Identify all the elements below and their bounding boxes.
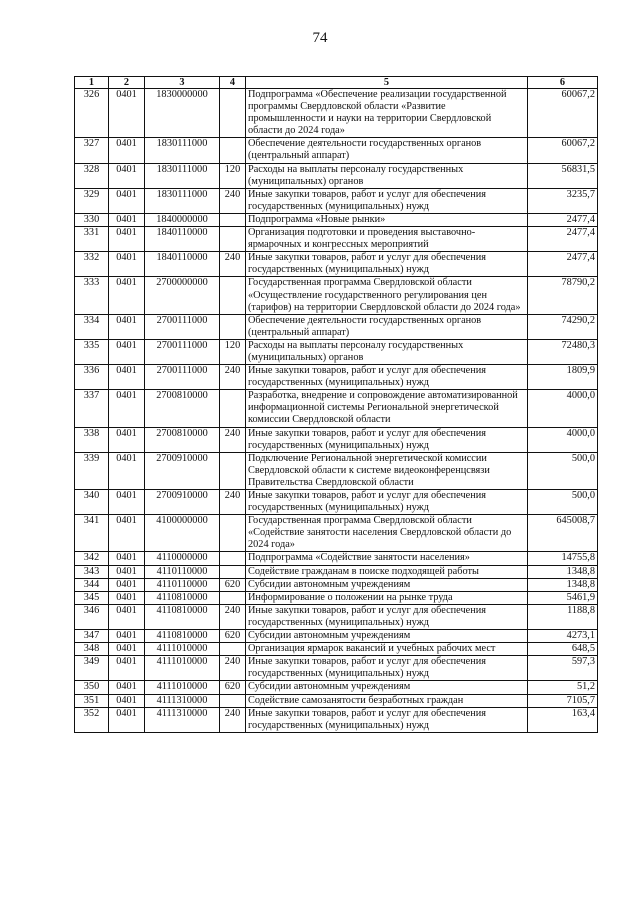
section-code: 0401: [109, 490, 145, 515]
target-code: 1830111000: [145, 163, 220, 188]
row-number: 327: [75, 138, 109, 163]
item-name: Иные закупки товаров, работ и услуг для обеспечения государственных (муниципальных) нужд: [246, 427, 528, 452]
expense-type: 120: [220, 163, 246, 188]
target-code: 2700111000: [145, 339, 220, 364]
section-code: 0401: [109, 339, 145, 364]
amount: 1348,8: [528, 578, 598, 591]
row-number: 347: [75, 630, 109, 643]
section-code: 0401: [109, 213, 145, 226]
item-name: Иные закупки товаров, работ и услуг для обеспечения государственных (муниципальных) нужд: [246, 656, 528, 681]
amount: 163,4: [528, 707, 598, 732]
target-code: 2700810000: [145, 427, 220, 452]
amount: 3235,7: [528, 188, 598, 213]
table-row: [75, 213, 598, 226]
row-number: 340: [75, 490, 109, 515]
amount: 51,2: [528, 681, 598, 694]
expense-type: [220, 213, 246, 226]
amount: 500,0: [528, 452, 598, 489]
row-number: 338: [75, 427, 109, 452]
row-number: 341: [75, 515, 109, 552]
expense-type: [220, 591, 246, 604]
amount: 78790,2: [528, 277, 598, 314]
expense-type: [220, 314, 246, 339]
table-row: [75, 427, 598, 452]
table-row: [75, 643, 598, 656]
table-row: [75, 339, 598, 364]
row-number: 352: [75, 707, 109, 732]
amount: 1348,8: [528, 565, 598, 578]
target-code: 4110810000: [145, 604, 220, 629]
target-code: 4111010000: [145, 656, 220, 681]
target-code: 1840000000: [145, 213, 220, 226]
section-code: 0401: [109, 452, 145, 489]
amount: 7105,7: [528, 694, 598, 707]
item-name: Иные закупки товаров, работ и услуг для обеспечения государственных (муниципальных) нужд: [246, 707, 528, 732]
section-code: 0401: [109, 565, 145, 578]
row-number: 351: [75, 694, 109, 707]
table-row: [75, 490, 598, 515]
amount: 1188,8: [528, 604, 598, 629]
table-row: [75, 578, 598, 591]
expense-type: 240: [220, 365, 246, 390]
target-code: 4110110000: [145, 578, 220, 591]
row-number: 329: [75, 188, 109, 213]
amount: 2477,4: [528, 227, 598, 252]
item-name: Субсидии автономным учреждениям: [246, 681, 528, 694]
item-name: Организация подготовки и проведения выставочно-ярмарочных и конгрессных мероприятий: [246, 227, 528, 252]
section-code: 0401: [109, 188, 145, 213]
table-row: [75, 277, 598, 314]
section-code: 0401: [109, 643, 145, 656]
target-code: 4110000000: [145, 552, 220, 565]
header-col-1: 1: [75, 77, 109, 89]
amount: 60067,2: [528, 138, 598, 163]
target-code: 4111310000: [145, 694, 220, 707]
amount: 4000,0: [528, 427, 598, 452]
section-code: 0401: [109, 707, 145, 732]
section-code: 0401: [109, 163, 145, 188]
section-code: 0401: [109, 552, 145, 565]
section-code: 0401: [109, 515, 145, 552]
expense-type: [220, 277, 246, 314]
item-name: Субсидии автономным учреждениям: [246, 630, 528, 643]
amount: 4000,0: [528, 390, 598, 427]
row-number: 328: [75, 163, 109, 188]
target-code: 4111010000: [145, 643, 220, 656]
amount: 56831,5: [528, 163, 598, 188]
row-number: 348: [75, 643, 109, 656]
table-row: [75, 452, 598, 489]
section-code: 0401: [109, 227, 145, 252]
table-row: [75, 188, 598, 213]
section-code: 0401: [109, 365, 145, 390]
item-name: Подпрограмма «Новые рынки»: [246, 213, 528, 226]
row-number: 333: [75, 277, 109, 314]
target-code: 2700000000: [145, 277, 220, 314]
row-number: 336: [75, 365, 109, 390]
header-col-5: 5: [246, 77, 528, 89]
item-name: Содействие гражданам в поиске подходящей работы: [246, 565, 528, 578]
target-code: 1830000000: [145, 89, 220, 138]
section-code: 0401: [109, 314, 145, 339]
expense-type: [220, 515, 246, 552]
target-code: 2700111000: [145, 314, 220, 339]
expense-type: [220, 89, 246, 138]
row-number: 337: [75, 390, 109, 427]
row-number: 334: [75, 314, 109, 339]
row-number: 349: [75, 656, 109, 681]
amount: 1809,9: [528, 365, 598, 390]
amount: 500,0: [528, 490, 598, 515]
table-row: [75, 227, 598, 252]
expense-type: 240: [220, 188, 246, 213]
expense-type: [220, 138, 246, 163]
expense-type: [220, 227, 246, 252]
table-row: [75, 515, 598, 552]
target-code: 2700910000: [145, 490, 220, 515]
amount: 5461,9: [528, 591, 598, 604]
row-number: 350: [75, 681, 109, 694]
section-code: 0401: [109, 427, 145, 452]
expense-type: [220, 643, 246, 656]
expense-type: 620: [220, 630, 246, 643]
item-name: Иные закупки товаров, работ и услуг для обеспечения государственных (муниципальных) нужд: [246, 604, 528, 629]
item-name: Иные закупки товаров, работ и услуг для обеспечения государственных (муниципальных) нужд: [246, 365, 528, 390]
amount: 597,3: [528, 656, 598, 681]
section-code: 0401: [109, 694, 145, 707]
expense-type: [220, 452, 246, 489]
target-code: 4111310000: [145, 707, 220, 732]
section-code: 0401: [109, 630, 145, 643]
item-name: Иные закупки товаров, работ и услуг для обеспечения государственных (муниципальных) нужд: [246, 490, 528, 515]
target-code: 4110110000: [145, 565, 220, 578]
amount: 74290,2: [528, 314, 598, 339]
table-row: [75, 390, 598, 427]
expense-type: 240: [220, 252, 246, 277]
table-row: [75, 681, 598, 694]
expense-type: [220, 694, 246, 707]
amount: 2477,4: [528, 213, 598, 226]
amount: 645008,7: [528, 515, 598, 552]
row-number: 330: [75, 213, 109, 226]
row-number: 345: [75, 591, 109, 604]
item-name: Разработка, внедрение и сопровождение автоматизированной информационной системы Региональной энергетической комиссии Свердловской области: [246, 390, 528, 427]
amount: 60067,2: [528, 89, 598, 138]
target-code: 4111010000: [145, 681, 220, 694]
section-code: 0401: [109, 591, 145, 604]
table-row: [75, 604, 598, 629]
section-code: 0401: [109, 604, 145, 629]
amount: 648,5: [528, 643, 598, 656]
table-row: [75, 552, 598, 565]
target-code: 4110810000: [145, 591, 220, 604]
expense-type: 240: [220, 707, 246, 732]
section-code: 0401: [109, 89, 145, 138]
table-row: [75, 365, 598, 390]
table-row: [75, 656, 598, 681]
row-number: 339: [75, 452, 109, 489]
header-col-3: 3: [145, 77, 220, 89]
target-code: 1830111000: [145, 138, 220, 163]
target-code: 1830111000: [145, 188, 220, 213]
row-number: 344: [75, 578, 109, 591]
table-row: [75, 630, 598, 643]
item-name: Субсидии автономным учреждениям: [246, 578, 528, 591]
expense-type: 240: [220, 490, 246, 515]
item-name: Подпрограмма «Содействие занятости населения»: [246, 552, 528, 565]
table-row: [75, 89, 598, 138]
item-name: Подключение Региональной энергетической комиссии Свердловской области к системе видеоконференцсвязи Правительства Свердловской области: [246, 452, 528, 489]
expense-type: 240: [220, 427, 246, 452]
table-row: [75, 163, 598, 188]
table-row: [75, 565, 598, 578]
row-number: 346: [75, 604, 109, 629]
table-row: [75, 591, 598, 604]
item-name: Обеспечение деятельности государственных органов (центральный аппарат): [246, 138, 528, 163]
item-name: Расходы на выплаты персоналу государственных (муниципальных) органов: [246, 339, 528, 364]
target-code: 1840110000: [145, 227, 220, 252]
target-code: 2700111000: [145, 365, 220, 390]
section-code: 0401: [109, 578, 145, 591]
expense-type: [220, 552, 246, 565]
item-name: Информирование о положении на рынке труда: [246, 591, 528, 604]
expense-type: 120: [220, 339, 246, 364]
row-number: 326: [75, 89, 109, 138]
section-code: 0401: [109, 681, 145, 694]
target-code: 4110810000: [145, 630, 220, 643]
expense-type: 240: [220, 604, 246, 629]
table-row: [75, 138, 598, 163]
section-code: 0401: [109, 656, 145, 681]
table-row: [75, 694, 598, 707]
item-name: Расходы на выплаты персоналу государственных (муниципальных) органов: [246, 163, 528, 188]
section-code: 0401: [109, 252, 145, 277]
amount: 72480,3: [528, 339, 598, 364]
expense-type: 620: [220, 681, 246, 694]
target-code: 1840110000: [145, 252, 220, 277]
item-name: Содействие самозанятости безработных граждан: [246, 694, 528, 707]
row-number: 343: [75, 565, 109, 578]
amount: 4273,1: [528, 630, 598, 643]
header-col-6: 6: [528, 77, 598, 89]
budget-table: [74, 76, 598, 733]
expense-type: [220, 565, 246, 578]
table-row: [75, 314, 598, 339]
header-row: [75, 77, 598, 89]
page-number: 74: [312, 30, 328, 46]
header-col-4: 4: [220, 77, 246, 89]
item-name: Иные закупки товаров, работ и услуг для обеспечения государственных (муниципальных) нужд: [246, 252, 528, 277]
table-row: [75, 707, 598, 732]
row-number: 342: [75, 552, 109, 565]
target-code: 2700910000: [145, 452, 220, 489]
section-code: 0401: [109, 138, 145, 163]
section-code: 0401: [109, 277, 145, 314]
item-name: Иные закупки товаров, работ и услуг для обеспечения государственных (муниципальных) нужд: [246, 188, 528, 213]
target-code: 2700810000: [145, 390, 220, 427]
amount: 2477,4: [528, 252, 598, 277]
item-name: Обеспечение деятельности государственных органов (центральный аппарат): [246, 314, 528, 339]
expense-type: [220, 390, 246, 427]
item-name: Государственная программа Свердловской области «Содействие занятости населения Свердловской области до 2024 года»: [246, 515, 528, 552]
row-number: 331: [75, 227, 109, 252]
amount: 14755,8: [528, 552, 598, 565]
item-name: Государственная программа Свердловской области «Осуществление государственного регулирования цен (тарифов) на территории Свердловской области до 2024 года»: [246, 277, 528, 314]
expense-type: 240: [220, 656, 246, 681]
row-number: 335: [75, 339, 109, 364]
table-row: [75, 252, 598, 277]
expense-type: 620: [220, 578, 246, 591]
header-col-2: 2: [109, 77, 145, 89]
row-number: 332: [75, 252, 109, 277]
item-name: Подпрограмма «Обеспечение реализации государственной программы Свердловской области «Развитие промышленности и науки на территории Свердловской области до 2024 года»: [246, 89, 528, 138]
target-code: 4100000000: [145, 515, 220, 552]
section-code: 0401: [109, 390, 145, 427]
item-name: Организация ярмарок вакансий и учебных рабочих мест: [246, 643, 528, 656]
